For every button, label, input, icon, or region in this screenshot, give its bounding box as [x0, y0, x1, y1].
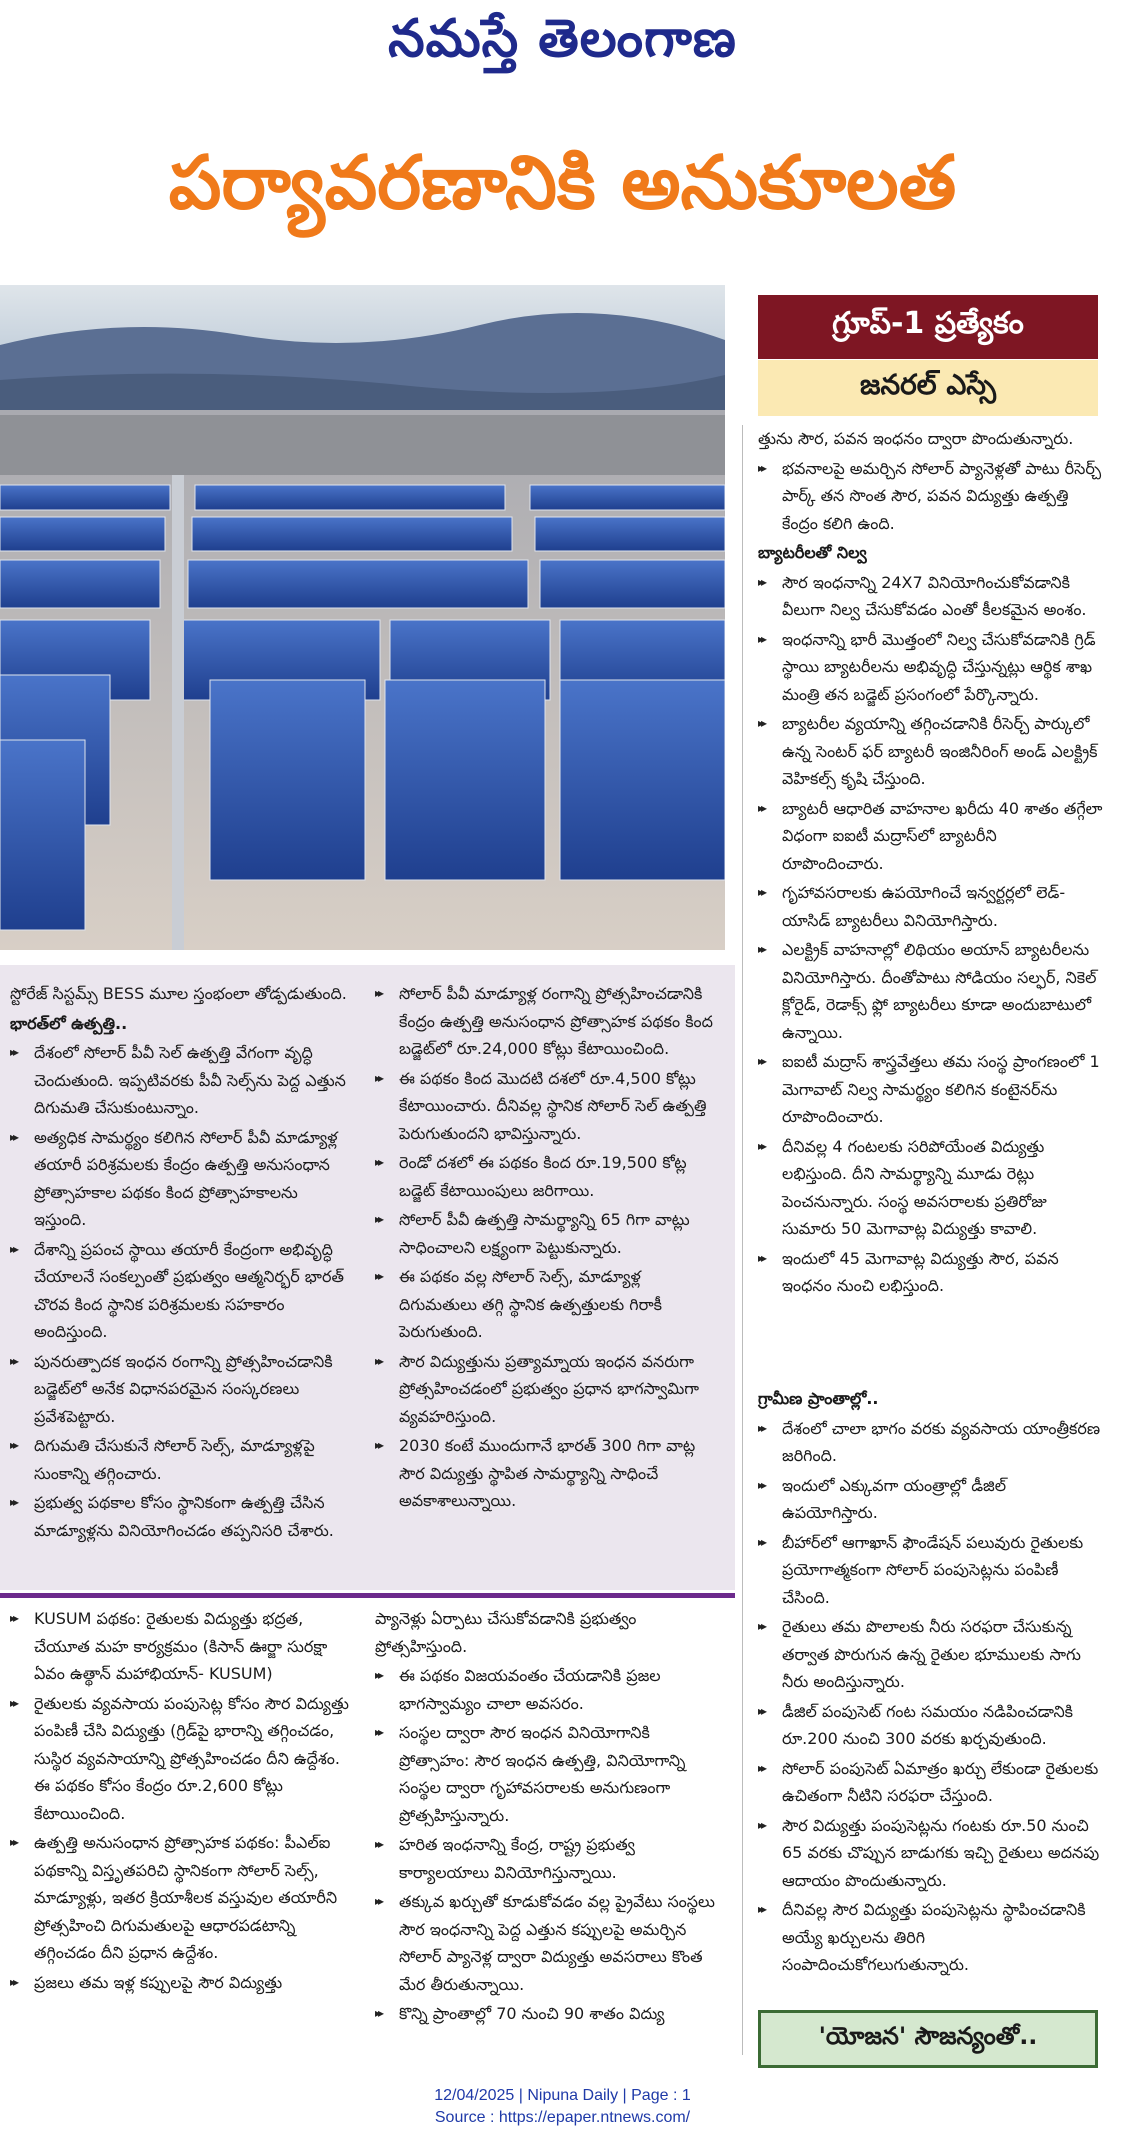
masthead-logo: నమస్తే తెలంగాణ [388, 8, 737, 69]
subheading-rural-areas: గ్రామీణ ప్రాంతాల్లో.. [758, 1389, 879, 1408]
bullet-item: ▸▸ బ్యాటరీ ఆధారిత వాహనాల ఖరీదు 40 శాతం తగ్గేలా విధంగా ఐఐటీ మద్రాస్‌లో బ్యాటరీని రూపొందించారు. [758, 795, 1103, 878]
paragraph: ప్యానెళ్లు ఏర్పాటు చేసుకోవడానికి ప్రభుత్వం ప్రోత్సహిస్తుంది. [375, 1609, 637, 1656]
solar-panels-photo [0, 285, 725, 950]
bottom-column-left [10, 1605, 355, 1998]
shaded-column-right [375, 980, 720, 1517]
bullet-item: ▸▸ పునరుత్పాదక ఇంధన రంగాన్ని ప్రోత్సహించడానికి బడ్జెట్‌లో అనేక విధానపరమైన సంస్కరణలు ప్రవేశపెట్టారు. [10, 1348, 355, 1431]
general-essay-label: జనరల్ ఎస్సే [758, 360, 1098, 416]
subheading-production-in-india: భారత్‌లో ఉత్పత్తి.. [10, 1013, 128, 1033]
bullet-item: ▸▸ సోలార్ పీవీ ఉత్పత్తి సామర్థ్యాన్ని 65 గిగా వాట్లు సాధించాలని లక్ష్యంగా పెట్టుకున్నారు. [375, 1206, 720, 1261]
bullet-item: ▸▸ సౌర విద్యుత్తును ప్రత్యామ్నాయ ఇంధన వనరుగా ప్రోత్సహించడంలో ప్రభుత్వం ప్రధాన భాగస్వామిగా వ్యవహరిస్తుంది. [375, 1348, 720, 1431]
bullet-item: ▸▸ బ్యాటరీల వ్యయాన్ని తగ్గించడానికి రీసెర్చ్ పార్కులో ఉన్న సెంటర్ ఫర్ బ్యాటరీ ఇంజినీరింగ్ అండ్ ఎలక్ట్రిక్ వెహికల్స్ కృషి చేస్తుంది. [758, 710, 1103, 793]
footer-date-line: 12/04/2025 | Nipuna Daily | Page : 1 [434, 2087, 691, 2104]
column-divider [742, 425, 743, 2055]
bullet-item: ▸▸ దిగుమతి చేసుకునే సోలార్ సెల్స్, మాడ్యూళ్లపై సుంకాన్ని తగ్గించారు. [10, 1432, 355, 1487]
bullet-item: ▸▸ ప్రజలు తమ ఇళ్ల కప్పులపై సౌర విద్యుత్తు [10, 1969, 355, 1997]
bullet-item: ▸▸ రైతులకు వ్యవసాయ పంపుసెట్ల కోసం సౌర విద్యుత్తు పంపిణీ చేసి విద్యుత్తు (గ్రిడ్‌పై భారాన్ని తగ్గించడం, సుస్థిర వ్యవసాయాన్ని ప్రోత్సహించడం దీని ఉద్దేశం. ఈ పథకం కోసం కేంద్రం రూ.2,600 కోట్లు కేటాయించింది. [10, 1690, 355, 1828]
courtesy-yojana-box: 'యోజన' సౌజన్యంతో.. [758, 2010, 1098, 2068]
shaded-column-left [10, 980, 355, 1546]
bullet-item: ▸▸ రైతులు తమ పొలాలకు నీరు సరఫరా చేసుకున్న తర్వాత పొరుగున ఉన్న రైతుల భూములకు సాగు నీరు అందిస్తున్నారు. [758, 1613, 1103, 1696]
bullet-item: ▸▸ దీనివల్ల 4 గంటలకు సరిపోయేంత విద్యుత్తు లభిస్తుంది. దీని సామర్థ్యాన్ని మూడు రెట్లు పెంచనున్నారు. సంస్థ అవసరాలకు ప్రతిరోజు సుమారు 50 మెగావాట్ల విద్యుత్తు కావాలి. [758, 1133, 1103, 1243]
bullet-item: ▸▸ సోలార్ పంపుసెట్ ఏమాత్రం ఖర్చు లేకుండా రైతులకు ఉచితంగా నీటిని సరఫరా చేస్తుంది. [758, 1755, 1103, 1810]
paragraph: త్తును సౌర, పవన ఇంధనం ద్వారా పొందుతున్నారు. [758, 429, 1074, 448]
bullet-item: ▸▸ 2030 కంటే ముందుగానే భారత్ 300 గిగా వాట్ల సౌర విద్యుత్తు స్థాపిత సామర్థ్యాన్ని సాధించే అవకాశాలున్నాయి. [375, 1432, 720, 1515]
bullet-item: ▸▸ ఎలక్ట్రిక్ వాహనాల్లో లిథియం అయాన్ బ్యాటరీలను వినియోగిస్తారు. దీంతోపాటు సోడియం సల్ఫర్, నికెల్ క్లోరైడ్, రెడాక్స్ ఫ్లో బ్యాటరీలు కూడా అందుబాటులో ఉన్నాయి. [758, 936, 1103, 1046]
footer-source-link[interactable]: Source : https://epaper.ntnews.com/ [434, 2109, 691, 2126]
bullet-item: ▸▸ సౌర విద్యుత్తు పంపుసెట్లను గంటకు రూ.50 నుంచి 65 వరకు చొప్పున బాడుగకు ఇచ్చి రైతులు అదనపు ఆదాయం పొందుతున్నారు. [758, 1812, 1103, 1895]
bullet-item: ▸▸ అత్యధిక సామర్థ్యం కలిగిన సోలార్ పీవీ మాడ్యూళ్ల తయారీ పరిశ్రమలకు కేంద్రం ఉత్పత్తి అనుసంధాన ప్రోత్సాహకాల పథకం కింద ప్రోత్సాహకాలను ఇస్తుంది. [10, 1124, 355, 1234]
right-column-rural [758, 1385, 1103, 1981]
bullet-item: ▸▸ ప్రభుత్వ పథకాల కోసం స్థానికంగా ఉత్పత్తి చేసిన మాడ్యూళ్లను వినియోగించడం తప్పనిసరి చేశారు. [10, 1489, 355, 1544]
bottom-column-right [375, 1605, 720, 2030]
bullet-item: ▸▸ ఇందులో ఎక్కువగా యంత్రాల్లో డీజిల్ ఉపయోగిస్తారు. [758, 1472, 1103, 1527]
bullet-item: ▸▸ సంస్థల ద్వారా సౌర ఇంధన వినియోగానికి ప్రోత్సాహం: సౌర ఇంధన ఉత్పత్తి, వినియోగాన్ని సంస్థల ద్వారా గృహావసరాలకు అనుగుణంగా ప్రోత్సహిస్తున్నారు. [375, 1719, 720, 1829]
bullet-item: ▸▸ సౌర ఇంధనాన్ని 24X7 వినియోగించుకోవడానికి వీలుగా నిల్వ చేసుకోవడం ఎంతో కీలకమైన అంశం. [758, 569, 1103, 624]
bullet-item: ▸▸ KUSUM పథకం: రైతులకు విద్యుత్తు భద్రత, చేయూత మహ కార్యక్రమం (కిసాన్ ఊర్జా సురక్షా ఏవం ఉత్థాన్ మహాభియాన్- KUSUM) [10, 1605, 355, 1688]
headline: పర్యావరణానికి అనుకూలత [168, 140, 957, 226]
subheading-battery-storage: బ్యాటరీలతో నిల్వ [758, 543, 867, 562]
bullet-item: ▸▸ దేశంలో చాలా భాగం వరకు వ్యవసాయ యాంత్రీకరణ జరిగింది. [758, 1415, 1103, 1470]
bullet-item: ▸▸ డీజిల్ పంపుసెట్ గంట సమయం నడిపించడానికి రూ.200 నుంచి 300 వరకు ఖర్చవుతుంది. [758, 1698, 1103, 1753]
bullet-item: ▸▸ తక్కువ ఖర్చుతో కూడుకోవడం వల్ల ప్రైవేటు సంస్థలు సౌర ఇంధనాన్ని పెద్ద ఎత్తున కప్పులపై అమర్చిన సోలార్ ప్యానెళ్ల ద్వారా విద్యుత్తు అవసరాలు కొంత మేర తీరుతున్నాయి. [375, 1888, 720, 1998]
bullet-item: ▸▸ రెండో దశలో ఈ పథకం కింద రూ.19,500 కోట్ల బడ్జెట్ కేటాయింపులు జరిగాయి. [375, 1149, 720, 1204]
bullet-item: ▸▸ దేశాన్ని ప్రపంచ స్థాయి తయారీ కేంద్రంగా అభివృద్ధి చేయాలనే సంకల్పంతో ప్రభుత్వం ఆత్మనిర్భర్ భారత్ చొరవ కింద స్థానిక పరిశ్రమలకు సహకారం అందిస్తుంది. [10, 1236, 355, 1346]
bullet-item: ▸▸ కొన్ని ప్రాంతాల్లో 70 నుంచి 90 శాతం విద్యు [375, 2000, 720, 2028]
bullet-item: ▸▸ ఈ పథకం విజయవంతం చేయడానికి ప్రజల భాగస్వామ్యం చాలా అవసరం. [375, 1662, 720, 1717]
bullet-item: ▸▸ బీహార్‌లో ఆగాఖాన్ ఫౌండేషన్ పలువురు రైతులకు ప్రయోగాత్మకంగా సోలార్ పంపుసెట్లను పంపిణీ చేసింది. [758, 1529, 1103, 1612]
bullet-item: ▸▸ ఉత్పత్తి అనుసంధాన ప్రోత్సాహక పథకం: పీఎల్ఐ పథకాన్ని విస్తృతపరిచి స్థానికంగా సోలార్ సెల్స్, మాడ్యూళ్లు, ఇతర క్రియాశీలక వస్తువుల తయారీని ప్రోత్సహించి దిగుమతులపై ఆధారపడటాన్ని తగ్గించడం దీని ప్రధాన ఉద్దేశం. [10, 1829, 355, 1967]
group1-special-badge: గ్రూప్-1 ప్రత్యేకం [758, 295, 1098, 359]
bullet-item: ▸▸ దీనివల్ల సౌర విద్యుత్తు పంపుసెట్లను స్థాపించడానికి అయ్యే ఖర్చులను తిరిగి సంపాదించుకోగలుగుతున్నారు. [758, 1896, 1103, 1979]
bullet-item: ▸▸ ఈ పథకం వల్ల సోలార్ సెల్స్, మాడ్యూళ్ల దిగుమతులు తగ్గి స్థానిక ఉత్పత్తులకు గిరాకీ పెరుగుతుంది. [375, 1263, 720, 1346]
page-footer [0, 2085, 1125, 2129]
section-divider [0, 1593, 735, 1598]
bullet-item: ▸▸ ఈ పథకం కింద మొదటి దశలో రూ.4,500 కోట్లు కేటాయించారు. దీనివల్ల స్థానిక సోలార్ సెల్ ఉత్పత్తి పెరుగుతుందని భావిస్తున్నారు. [375, 1065, 720, 1148]
bullet-item: ▸▸ ఐఐటీ మద్రాస్ శాస్త్రవేత్తలు తమ సంస్థ ప్రాంగణంలో 1 మెగావాట్ నిల్వ సామర్థ్యం కలిగిన కంటైనర్‌ను రూపొందించారు. [758, 1048, 1103, 1131]
right-column [758, 425, 1103, 1302]
bullet-item: ▸▸ సోలార్ పీవీ మాడ్యూళ్ల రంగాన్ని ప్రోత్సహించడానికి కేంద్రం ఉత్పత్తి అనుసంధాన ప్రోత్సాహక పథకం కింద బడ్జెట్‌లో రూ.24,000 కోట్లు కేటాయించింది. [375, 980, 720, 1063]
paragraph: స్టోరేజ్ సిస్టమ్స్ BESS మూల స్తంభంలా తోడ్పడుతుంది. [10, 984, 347, 1003]
bullet-item: ▸▸ గృహావసరాలకు ఉపయోగించే ఇన్వర్టర్లలో లెడ్-యాసిడ్ బ్యాటరీలు వినియోగిస్తారు. [758, 879, 1103, 934]
bullet-item: ▸▸ ఇంధనాన్ని భారీ మొత్తంలో నిల్వ చేసుకోవడానికి గ్రిడ్ స్థాయి బ్యాటరీలను అభివృద్ధి చేస్తున్నట్లు ఆర్థిక శాఖ మంత్రి తన బడ్జెట్ ప్రసంగంలో పేర్కొన్నారు. [758, 626, 1103, 709]
bullet-item: ▸▸ హరిత ఇంధనాన్ని కేంద్ర, రాష్ట్ర ప్రభుత్వ కార్యాలయాలు వినియోగిస్తున్నాయి. [375, 1831, 720, 1886]
bullet-item: ▸▸ దేశంలో సోలార్ పీవీ సెల్ ఉత్పత్తి వేగంగా వృద్ధి చెందుతుంది. ఇప్పటివరకు పీవీ సెల్స్‌ను పెద్ద ఎత్తున దిగుమతి చేసుకుంటున్నాం. [10, 1039, 355, 1122]
bullet-item: ▸▸ భవనాలపై అమర్చిన సోలార్ ప్యానెళ్లతో పాటు రీసెర్చ్ పార్క్ తన సొంత సౌర, పవన విద్యుత్తు ఉత్పత్తి కేంద్రం కలిగి ఉంది. [758, 455, 1103, 538]
bullet-item: ▸▸ ఇందులో 45 మెగావాట్ల విద్యుత్తు సౌర, పవన ఇంధనం నుంచి లభిస్తుంది. [758, 1245, 1103, 1300]
